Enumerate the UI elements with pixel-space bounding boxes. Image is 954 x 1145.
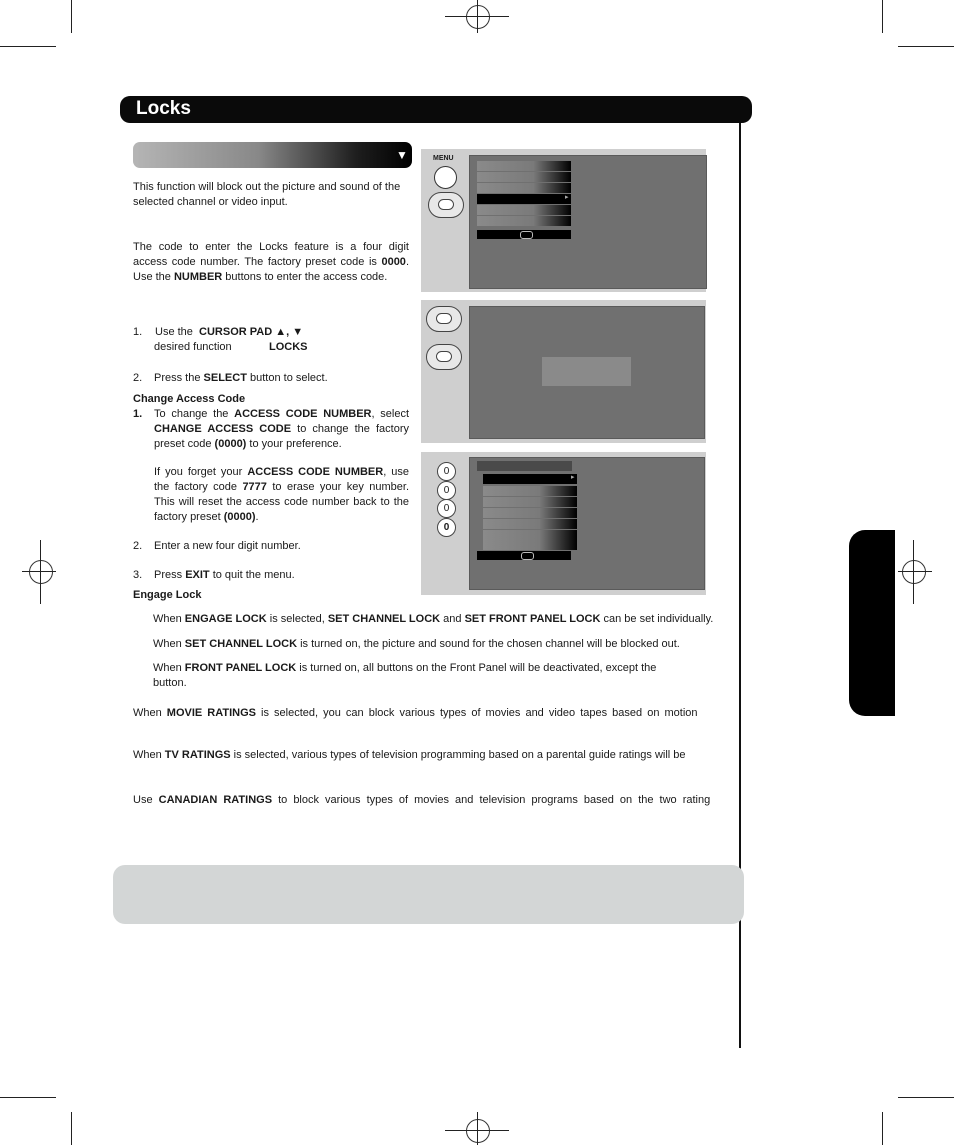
text-bold: (0000) [214, 438, 247, 450]
arrow-keys-label: ▲, ▼ [275, 326, 304, 338]
text-bold: (0000) [223, 511, 256, 523]
text-bold: ACCESS CODE NUMBER [247, 466, 384, 478]
crop-mark [0, 1097, 56, 1098]
number-button: 0 [437, 481, 456, 500]
menu-option [477, 183, 571, 193]
text: To change the [154, 408, 235, 420]
text-bold: CHANGE ACCESS CODE [154, 423, 292, 435]
tv-ratings-paragraph [133, 748, 727, 763]
select-key-label: SELECT [203, 372, 247, 384]
crop-mark [898, 46, 954, 47]
submenu-arrow-icon: ▸ [571, 474, 575, 481]
text-bold: MOVIE RATINGS [166, 707, 256, 719]
movie-ratings-paragraph [133, 706, 727, 721]
text-bold: CANADIAN RATINGS [158, 794, 273, 806]
menu-button-label: MENU [433, 155, 454, 162]
locks-option [483, 530, 577, 540]
locks-option [483, 540, 577, 550]
text: The code to enter the Locks feature is a four digit access code number. The factory preset code is [133, 241, 409, 268]
select-button-icon [436, 313, 452, 324]
text: can be set individually. [600, 613, 714, 625]
text: to your preference. [246, 438, 342, 450]
step-2-number: 2. [133, 372, 143, 384]
crop-mark [898, 1097, 954, 1098]
text: Use the [155, 326, 196, 338]
step-1-number: 1. [133, 326, 143, 338]
text: When [153, 613, 185, 625]
registration-mark-icon [902, 560, 926, 584]
footer-button-icon [521, 552, 534, 560]
page-title: Locks [136, 98, 191, 119]
text: to block various types of movies and television programs based on the two rating [272, 794, 711, 806]
crop-mark [71, 0, 72, 33]
text: buttons to enter the access code. [222, 271, 388, 283]
text: is selected, [266, 613, 328, 625]
engage-line-1 [153, 612, 738, 627]
access-code-paragraph [133, 240, 409, 285]
text: Press [154, 569, 186, 581]
step-2-text [154, 371, 394, 386]
text-bold: SET CHANNEL LOCK [184, 638, 298, 650]
forget-code-note [154, 465, 409, 525]
menu-option-selected [477, 194, 571, 204]
registration-line [22, 571, 56, 572]
text: is selected, various types of television programming based on a parental guide ratings will be [230, 749, 686, 761]
text: is selected, you can block various types of movies and video tapes based on motion [256, 707, 698, 719]
step-number: 1. [133, 408, 143, 420]
locks-header-row [477, 461, 572, 471]
cursor-pad-label: CURSOR PAD [199, 326, 273, 338]
registration-mark-icon [29, 560, 53, 584]
submenu-arrow-icon: ▸ [565, 194, 569, 201]
locks-label: LOCKS [269, 341, 308, 353]
step-1-line2: desired function [154, 341, 232, 353]
text: If you forget your [154, 466, 248, 478]
text-bold: ACCESS CODE NUMBER [234, 408, 372, 420]
text-bold: 7777 [242, 481, 267, 493]
text: is turned on, all buttons on the Front Panel will be deactivated, except the [296, 662, 657, 674]
text: to quit the menu. [209, 569, 295, 581]
locks-option [483, 519, 577, 529]
text: is turned on, the picture and sound for the chosen channel will be blocked out. [297, 638, 680, 650]
change-step-3-number: 3. [133, 569, 143, 581]
number-button: 0 [437, 499, 456, 518]
text: . [255, 511, 259, 523]
engage-line-2 [153, 637, 738, 652]
text: . Use the [133, 256, 409, 283]
text-bold: ENGAGE LOCK [184, 613, 267, 625]
registration-line [477, 0, 478, 33]
engage-line-3 [153, 661, 738, 676]
access-code-box [542, 357, 631, 386]
change-step-2-number: 2. [133, 540, 143, 552]
text-bold: TV RATINGS [164, 749, 231, 761]
menu-option [477, 205, 571, 215]
text: When [153, 662, 185, 674]
text: Use [133, 794, 159, 806]
text: Press the [154, 372, 204, 384]
text-bold: SET FRONT PANEL LOCK [464, 613, 601, 625]
section-side-tab [849, 530, 895, 716]
down-arrow-icon: ▼ [396, 148, 408, 162]
menu-button-icon [434, 166, 457, 189]
change-step-3-text [154, 568, 295, 583]
step-1-target [269, 340, 308, 355]
footer-button-icon [520, 231, 533, 239]
select-button-icon [438, 199, 454, 210]
change-step-2-text: Enter a new four digit number. [154, 540, 301, 552]
locks-option [483, 486, 577, 496]
text: When [153, 638, 185, 650]
locks-option [483, 497, 577, 507]
crop-mark [882, 0, 883, 33]
text: to erase your key number. This will reset the access code number back to the factory preset [154, 481, 410, 523]
number-key-label: NUMBER [173, 271, 223, 283]
registration-line [40, 540, 41, 604]
registration-line [898, 571, 932, 572]
number-button: 0 [437, 518, 456, 537]
change-code-heading: Change Access Code [133, 393, 246, 405]
registration-line [913, 540, 914, 604]
menu-option [477, 172, 571, 182]
step-1-text [155, 325, 355, 340]
crop-mark [71, 1112, 72, 1145]
locks-option-selected [483, 474, 577, 484]
text: to change the factory preset code [154, 423, 410, 450]
exit-key-label: EXIT [185, 569, 210, 581]
menu-option [477, 216, 571, 226]
note-box [113, 865, 744, 924]
engage-line-3b: button. [153, 677, 187, 689]
text: , select [371, 408, 410, 420]
change-step-1-number [133, 407, 142, 422]
canadian-ratings-paragraph [133, 793, 727, 808]
change-step-1-text [154, 407, 409, 452]
page-title-bar [120, 96, 752, 123]
registration-mark-icon [466, 1119, 490, 1143]
text: button to select. [246, 372, 328, 384]
locks-option [483, 508, 577, 518]
registration-line [477, 1112, 478, 1145]
factory-code: 0000 [381, 256, 406, 268]
number-button: 0 [437, 462, 456, 481]
registration-mark-icon [466, 5, 490, 29]
text-bold: FRONT PANEL LOCK [184, 662, 297, 674]
crop-mark [0, 46, 56, 47]
engage-lock-heading: Engage Lock [133, 589, 202, 601]
crop-mark [882, 1112, 883, 1145]
text: When [133, 749, 165, 761]
text: , use the factory code [154, 466, 409, 493]
text-bold: SET CHANNEL LOCK [327, 613, 441, 625]
text: When [133, 707, 167, 719]
menu-option [477, 161, 571, 171]
select-button-icon [436, 351, 452, 362]
section-header-bar [133, 142, 412, 168]
intro-paragraph: This function will block out the picture and sound of the selected channel or video input. [133, 181, 401, 208]
text: and [440, 613, 465, 625]
